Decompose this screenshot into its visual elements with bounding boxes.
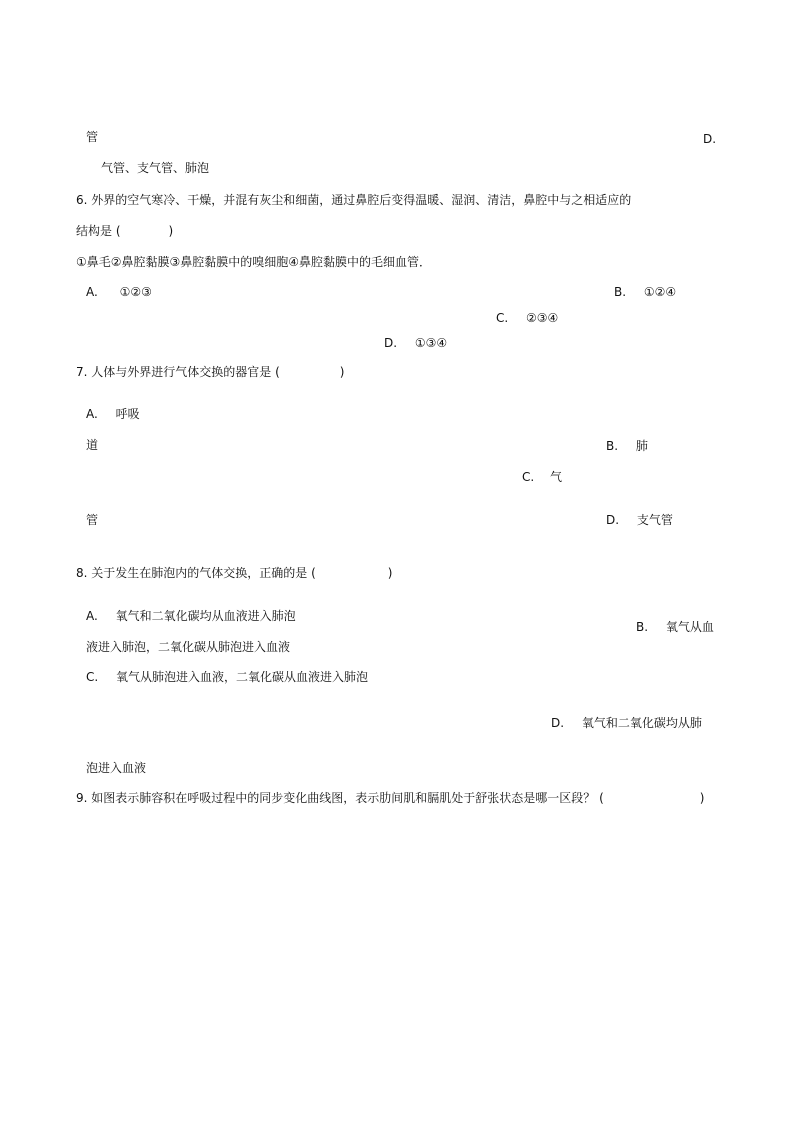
q7-option-b[interactable] — [606, 438, 648, 454]
option-label: B. — [606, 439, 619, 453]
option-label: C. — [86, 670, 99, 684]
option-text: 氧气从肺泡进入血液，二氧化碳从血液进入肺泡 — [116, 670, 369, 684]
q8-option-b-continuation: 液进入肺泡，二氧化碳从肺泡进入血液 — [86, 640, 291, 654]
q6-items: ①鼻毛②鼻腔黏膜③鼻腔黏膜中的嗅细胞④鼻腔黏膜中的毛细血管． — [76, 255, 432, 269]
q6-option-c[interactable] — [496, 310, 558, 326]
q5-option-c-continuation: 管 — [86, 130, 99, 144]
q7-stem: 7. 人体与外界进行气体交换的器官是 ( ) — [76, 365, 345, 379]
q5-option-d-text: 气管、支气管、肺泡 — [101, 161, 210, 175]
option-text: ①②③ — [119, 285, 152, 299]
q6-stem-line2: 结构是 ( ) — [76, 224, 174, 238]
option-text: ①②④ — [643, 285, 677, 299]
option-text: 支气管 — [636, 513, 673, 527]
option-label: D. — [551, 716, 565, 730]
option-text: ②③④ — [526, 311, 559, 325]
option-text: 氧气从血 — [665, 620, 714, 634]
option-label: A. — [86, 285, 98, 299]
option-label: C. — [496, 311, 509, 325]
option-label: A. — [86, 609, 98, 623]
q7-option-a-continuation: 道 — [86, 438, 99, 452]
option-label: C. — [522, 470, 535, 484]
option-text: 肺 — [635, 439, 648, 453]
q9-stem: 9. 如图表示肺容积在呼吸过程中的同步变化曲线图，表示肋间肌和膈肌处于舒张状态是哪一区段？ ( ) — [76, 791, 705, 805]
q7-option-a[interactable] — [86, 406, 140, 422]
q8-option-d-continuation: 泡进入血液 — [86, 761, 147, 775]
option-label: B. — [636, 620, 649, 634]
option-text: 呼吸 — [115, 407, 140, 421]
q7-option-c[interactable] — [522, 469, 562, 485]
option-label: D. — [606, 513, 620, 527]
q6-option-d[interactable] — [384, 335, 447, 351]
q8-option-b[interactable] — [636, 619, 714, 635]
q6-option-a[interactable] — [86, 284, 152, 300]
option-text: 氧气和二氧化碳均从血液进入肺泡 — [115, 609, 296, 623]
q6-stem-line1: 6. 外界的空气寒冷、干燥，并混有灰尘和细菌，通过鼻腔后变得温暖、湿润、清洁，鼻腔中与之相适应的 — [76, 193, 632, 207]
q6-option-b[interactable] — [614, 284, 676, 300]
q8-stem: 8. 关于发生在肺泡内的气体交换，正确的是 ( ) — [76, 566, 393, 580]
q8-option-d[interactable] — [551, 715, 702, 731]
q7-option-c-continuation: 管 — [86, 513, 99, 527]
option-label: D. — [384, 336, 398, 350]
q8-option-c[interactable] — [86, 669, 368, 685]
option-text: 气 — [550, 470, 563, 484]
q5-option-d-label: D. — [703, 132, 717, 146]
option-text: 氧气和二氧化碳均从肺 — [581, 716, 702, 730]
option-label: B. — [614, 285, 627, 299]
option-label: A. — [86, 407, 98, 421]
q7-option-d[interactable] — [606, 512, 673, 528]
q8-option-a[interactable] — [86, 608, 296, 624]
option-text: ①③④ — [414, 336, 448, 350]
